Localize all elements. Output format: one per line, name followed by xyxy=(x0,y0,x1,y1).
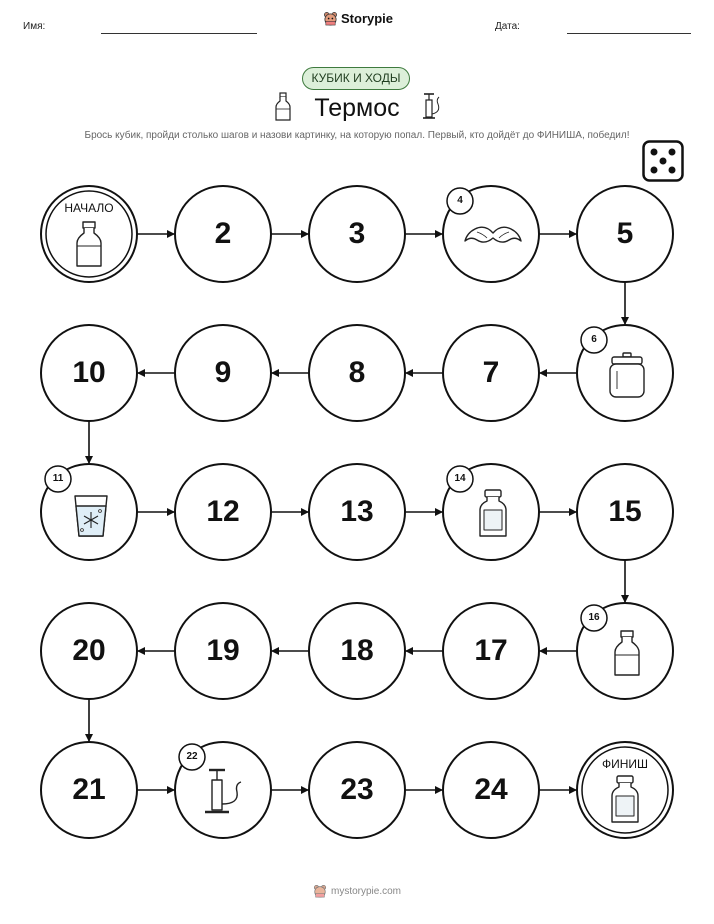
cell-number: 19 xyxy=(206,634,240,667)
cell-number: 14 xyxy=(454,473,466,484)
cell-number: 17 xyxy=(474,634,508,667)
cell-number: 9 xyxy=(214,356,232,389)
activity-badge: КУБИК И ХОДЫ xyxy=(302,67,410,90)
page-title: Термос xyxy=(314,94,400,122)
footer xyxy=(0,884,714,898)
name-label: Имя: xyxy=(23,21,46,32)
cell-number: 22 xyxy=(186,751,198,762)
ice-water-glass-icon xyxy=(75,496,107,536)
cell-number: 20 xyxy=(72,634,106,667)
bear-logo-icon xyxy=(313,884,327,898)
finish-label: ФИНИШ xyxy=(601,757,649,771)
cell-number: 6 xyxy=(591,334,597,345)
date-label: Дата: xyxy=(495,21,520,32)
cell-number: 21 xyxy=(72,773,106,806)
instructions: Брось кубик, пройди столько шагов и назови картинку, на которую попал. Первый, кто дойдёт до ФИНИША, победил! xyxy=(84,130,630,141)
cell-number: 18 xyxy=(340,634,374,667)
jar-icon xyxy=(610,353,644,397)
cell-number: 13 xyxy=(340,495,374,528)
brand-name: Storypie xyxy=(341,11,394,26)
cell-number: 10 xyxy=(72,356,106,389)
cell-number: 5 xyxy=(616,217,634,250)
cell-number: 3 xyxy=(348,217,366,250)
footer-url: mystorypie.com xyxy=(330,885,401,897)
cell-number: 24 xyxy=(474,773,508,806)
start-label: НАЧАЛО xyxy=(64,201,114,215)
cell-number: 7 xyxy=(482,356,500,389)
cell-number: 4 xyxy=(457,195,463,206)
cell-number: 15 xyxy=(608,495,642,528)
cell-number: 2 xyxy=(214,217,232,250)
cell-number: 11 xyxy=(52,473,64,484)
cell-number: 8 xyxy=(348,356,366,389)
cell-number: 12 xyxy=(206,495,240,528)
cell-number: 16 xyxy=(588,612,600,623)
cell-number: 23 xyxy=(340,773,374,806)
